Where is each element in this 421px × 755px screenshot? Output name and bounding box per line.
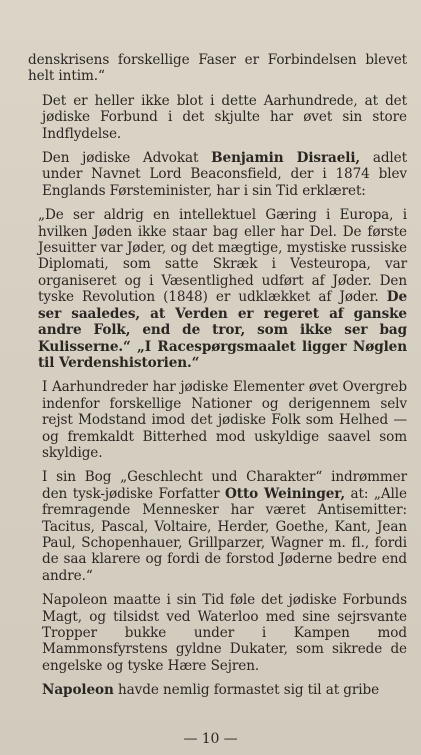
quote-text: „De ser aldrig en intellektuel Gæring i Europa, i hvilken Jøden ikke staar bag eller har Del. De første Jesuitter var Jøder, og det mægtige, mystiske russiske Diplomati, som satte Skræk i Vesteuropa, var organiseret og i Væsentlighed udført af Jøder. Den tyske Revolution (1848) er udklækket af Jøder.: [38, 207, 407, 306]
paragraph-2-text: Det er heller ikke blot i dette Aarhundrede, at det jødiske Forbund i det skjulte har øvet sin store Indflydelse.: [42, 92, 407, 142]
paragraph-6-text-b: at: „Alle fremragende Mennesker har været Antisemitter: Tacitus, Pascal, Voltaire, Herder, Goethe, Kant, Jean Paul, Schopenhauer, Grillparzer, Wagner m. fl., fordi de saa klarere og fordi de forstod Jøderne bedre end andre.“: [42, 485, 407, 584]
paragraph-8: [28, 682, 407, 698]
paragraph-8-name-napoleon: Napoleon: [42, 682, 114, 699]
page-number: — 10 —: [183, 730, 238, 747]
paragraph-5: [28, 379, 407, 461]
paragraph-2: [28, 93, 407, 142]
paragraph-3-name-disraeli: Benjamin Disraeli,: [211, 150, 361, 167]
paragraph-5-text: I Aarhundreder har jødiske Elementer øvet Overgreb indenfor forskellige Nationer og derigennem selv rejst Modstand imod det jødiske Folk som Helhed — og fremkaldt Bitterhed mod uskyldige saavel som skyldige.: [42, 379, 407, 461]
paragraph-3-text-b: adlet under Navnet Lord Beaconsfield, der i 1874 blev Englands Førsteminister, har i sin Tid erklæret:: [42, 150, 407, 199]
paragraph-1-text: denskrisens forskellige Faser er Forbindelsen blevet helt intim.“: [28, 52, 407, 85]
paragraph-6-name-weininger: Otto Weininger,: [225, 485, 346, 502]
paragraph-3-text-a: Den jødiske Advokat: [42, 150, 212, 167]
paragraph-6: [28, 469, 407, 584]
paragraph-6-text-a: I sin Bog „Geschlecht und Charakter“ indrømmer den tysk-jødiske Forfatter: [42, 469, 407, 502]
paragraph-1: [28, 52, 407, 85]
paragraph-7: [28, 592, 407, 674]
disraeli-quote: [28, 207, 407, 371]
paragraph-7-text: Napoleon maatte i sin Tid føle det jødiske Forbunds Magt, og tilsidst ved Waterloo med sine sejrsvante Tropper bukke under i Kampen mod Mammonsfyrstens gyldne Dukater, som sikrede de engelske og tyske Hære Sejren.: [42, 592, 407, 674]
paragraph-8-text: havde nemlig formastet sig til at gribe: [113, 682, 380, 699]
paragraph-3: [28, 150, 407, 199]
quote-bold-text: De ser saaledes, at Verden er regeret af ganske andre Folk, end de tror, som ikke ser bag Kulisserne.“ „I Racespørgsmaalet ligger Nøglen til Verdenshistorien.“: [38, 289, 407, 371]
